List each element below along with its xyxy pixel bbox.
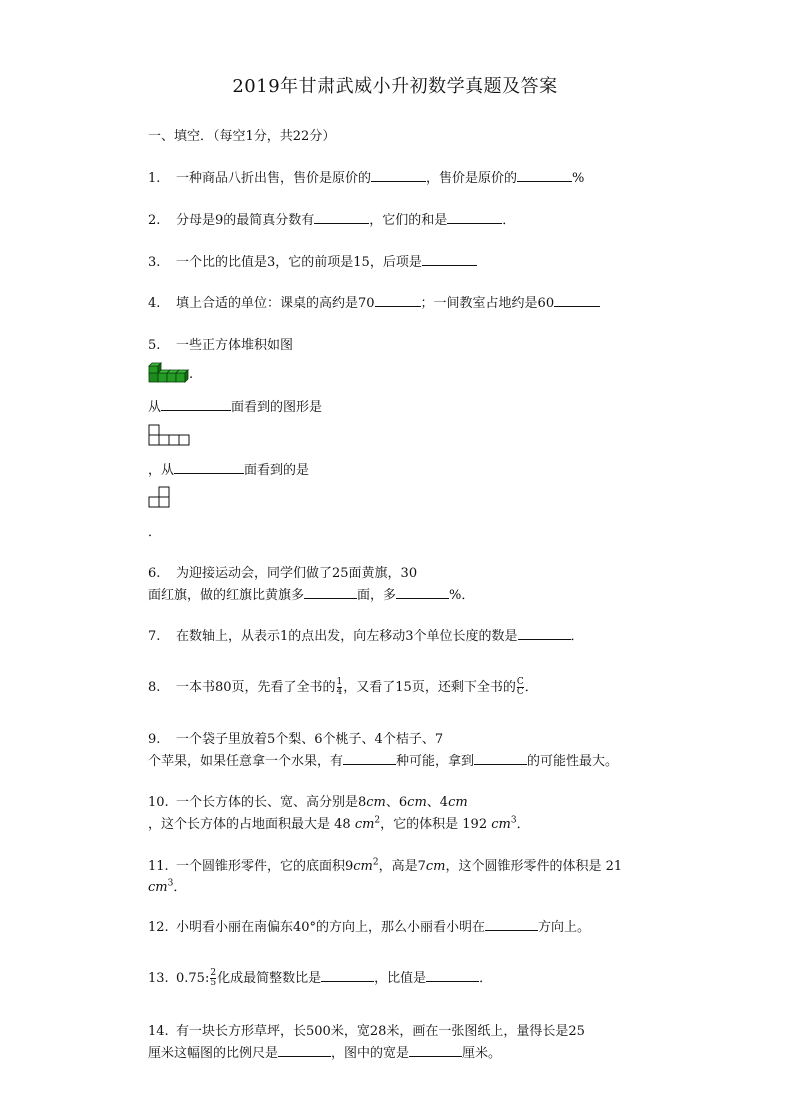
question-text: 一个袋子里放着5个梨、6个桃子、4个桔子、7 xyxy=(176,732,444,747)
answer-blank[interactable] xyxy=(396,586,449,599)
answer-blank[interactable] xyxy=(447,211,502,224)
question-5 xyxy=(148,334,293,353)
question-text: ． xyxy=(479,971,493,986)
fraction: $\frac{C}{C}$ xyxy=(516,677,524,697)
question-number: 2. xyxy=(148,213,161,228)
question-10: 10. 一个长方体的长、宽、高分别是8cm、6cm、4cm xyxy=(148,795,468,810)
question-number: 4. xyxy=(148,296,161,311)
question-text: %． xyxy=(449,588,475,603)
page-title: 2019年甘肃武威小升初数学真题及答案 xyxy=(232,76,558,97)
question-text: ． xyxy=(524,680,538,695)
question-6-line-2 xyxy=(148,584,474,603)
question-text: ，比值是 xyxy=(374,971,427,986)
question-3 xyxy=(148,251,477,270)
question-9 xyxy=(148,728,443,747)
question-text: ． xyxy=(148,525,162,540)
question-6 xyxy=(148,562,417,581)
answer-blank[interactable] xyxy=(422,253,477,266)
question-text: 的可能性最大。 xyxy=(527,754,619,769)
question-text: 厘米这幅图的比例尺是 xyxy=(148,1046,279,1061)
question-text: ，图中的宽是 xyxy=(331,1046,410,1061)
answer-blank[interactable] xyxy=(518,627,571,640)
view-figure-1 xyxy=(148,424,194,448)
answer-blank[interactable] xyxy=(314,211,369,224)
question-number: 13. xyxy=(148,971,169,986)
answer-blank[interactable] xyxy=(409,1044,462,1057)
question-14-line-2 xyxy=(148,1042,501,1061)
question-text: 一个比的比值是3，它的前项是15，后项是 xyxy=(176,255,422,270)
question-text: 面，多 xyxy=(357,588,397,603)
question-12 xyxy=(148,916,590,935)
question-number: 7. xyxy=(148,629,161,644)
question-number: 5. xyxy=(148,338,161,353)
question-text: 一种商品八折出售，售价是原价的 xyxy=(176,171,372,186)
question-text: 面看到的是 xyxy=(244,463,310,478)
question-8 xyxy=(148,676,538,697)
question-text: 0.75: xyxy=(176,971,210,986)
question-text: 小明看小丽在南偏东40°的方向上，那么小丽看小明在 xyxy=(176,920,486,935)
answer-blank[interactable] xyxy=(161,398,231,411)
question-number: 12. xyxy=(148,920,169,935)
answer-blank[interactable] xyxy=(426,969,479,982)
question-text: ，从 xyxy=(148,463,175,478)
question-text: 为迎接运动会，同学们做了25面黄旗，30 xyxy=(176,566,418,581)
question-text: ，售价是原价的 xyxy=(426,171,518,186)
question-number: 9. xyxy=(148,732,161,747)
question-text: ． xyxy=(502,213,516,228)
question-text: 一些正方体堆积如图 xyxy=(176,338,294,353)
answer-blank[interactable] xyxy=(474,752,527,765)
question-number: 3. xyxy=(148,255,161,270)
question-1 xyxy=(148,167,584,186)
answer-blank[interactable] xyxy=(278,1044,331,1057)
question-4 xyxy=(148,292,600,311)
question-text: 一个长方体的长、宽、高分别是8 xyxy=(176,795,367,810)
question-text: 分母是9的最简真分数有 xyxy=(176,213,315,228)
question-9-line-2 xyxy=(148,750,618,769)
question-number: 10. xyxy=(148,795,169,810)
question-number: 8. xyxy=(148,680,161,695)
question-text: 面看到的图形是 xyxy=(231,400,323,415)
question-text: 个苹果，如果任意拿一个水果，有 xyxy=(148,754,344,769)
question-number: 6. xyxy=(148,566,161,581)
answer-blank[interactable] xyxy=(554,294,600,307)
question-13 xyxy=(148,967,492,988)
question-11-line-2: $cm^3$． xyxy=(148,878,187,895)
answer-blank[interactable] xyxy=(174,461,244,474)
question-11: 11. 一个圆锥形零件，它的底面积$9cm^2$，高是7cm，这个圆锥形零件的体积是 21 xyxy=(148,857,623,874)
question-text: 从 xyxy=(148,400,162,415)
fraction: $\frac{2}{5}$ xyxy=(210,968,217,988)
question-text: ，这个长方体的占地面积最大是 48 xyxy=(148,817,355,832)
question-text: 种可能，拿到 xyxy=(396,754,475,769)
answer-blank[interactable] xyxy=(304,586,357,599)
question-2 xyxy=(148,209,515,228)
question-number: 1. xyxy=(148,171,161,186)
answer-blank[interactable] xyxy=(485,918,538,931)
question-14 xyxy=(148,1020,585,1039)
question-5-line-2 xyxy=(148,396,322,415)
question-10-line-2: ，这个长方体的占地面积最大是 48 $cm^2$，它的体积是 192 $cm^3$． xyxy=(148,815,530,832)
question-text: 面红旗，做的红旗比黄旗多 xyxy=(148,588,305,603)
section-heading: 一、填空．（每空1分，共22分） xyxy=(148,129,336,144)
question-text: ，它们的和是 xyxy=(369,213,448,228)
fraction: $\frac{1}{4}$ xyxy=(336,677,343,697)
question-text: 有一块长方形草坪，长500米，宽28米，画在一张图纸上，量得长是25 xyxy=(176,1024,585,1039)
view-figure-2 xyxy=(148,486,174,510)
question-5-line-3 xyxy=(148,459,309,478)
question-text: . xyxy=(189,367,194,382)
question-number: 14. xyxy=(148,1024,169,1039)
question-text: 厘米。 xyxy=(462,1046,502,1061)
question-text: % xyxy=(572,171,585,186)
question-7 xyxy=(148,625,584,644)
question-number: 11. xyxy=(148,859,169,874)
question-text: 在数轴上，从表示1的点出发，向左移动3个单位长度的数是 xyxy=(176,629,518,644)
question-text: 一本书80页，先看了全书的 xyxy=(176,680,336,695)
question-text: ；一间教室占地约是60 xyxy=(420,296,555,311)
answer-blank[interactable] xyxy=(371,169,426,182)
question-text: 填上合适的单位：课桌的高约是70 xyxy=(176,296,375,311)
question-text: 一个圆锥形零件，它的底面积9 xyxy=(176,859,354,874)
question-text: ，又看了15页，还剩下全书的 xyxy=(343,680,516,695)
answer-blank[interactable] xyxy=(343,752,396,765)
question-text: 方向上。 xyxy=(538,920,591,935)
answer-blank[interactable] xyxy=(321,969,374,982)
question-text: ． xyxy=(570,629,584,644)
answer-blank[interactable] xyxy=(517,169,572,182)
answer-blank[interactable] xyxy=(375,294,421,307)
question-text: 化成最简整数比是 xyxy=(217,971,322,986)
